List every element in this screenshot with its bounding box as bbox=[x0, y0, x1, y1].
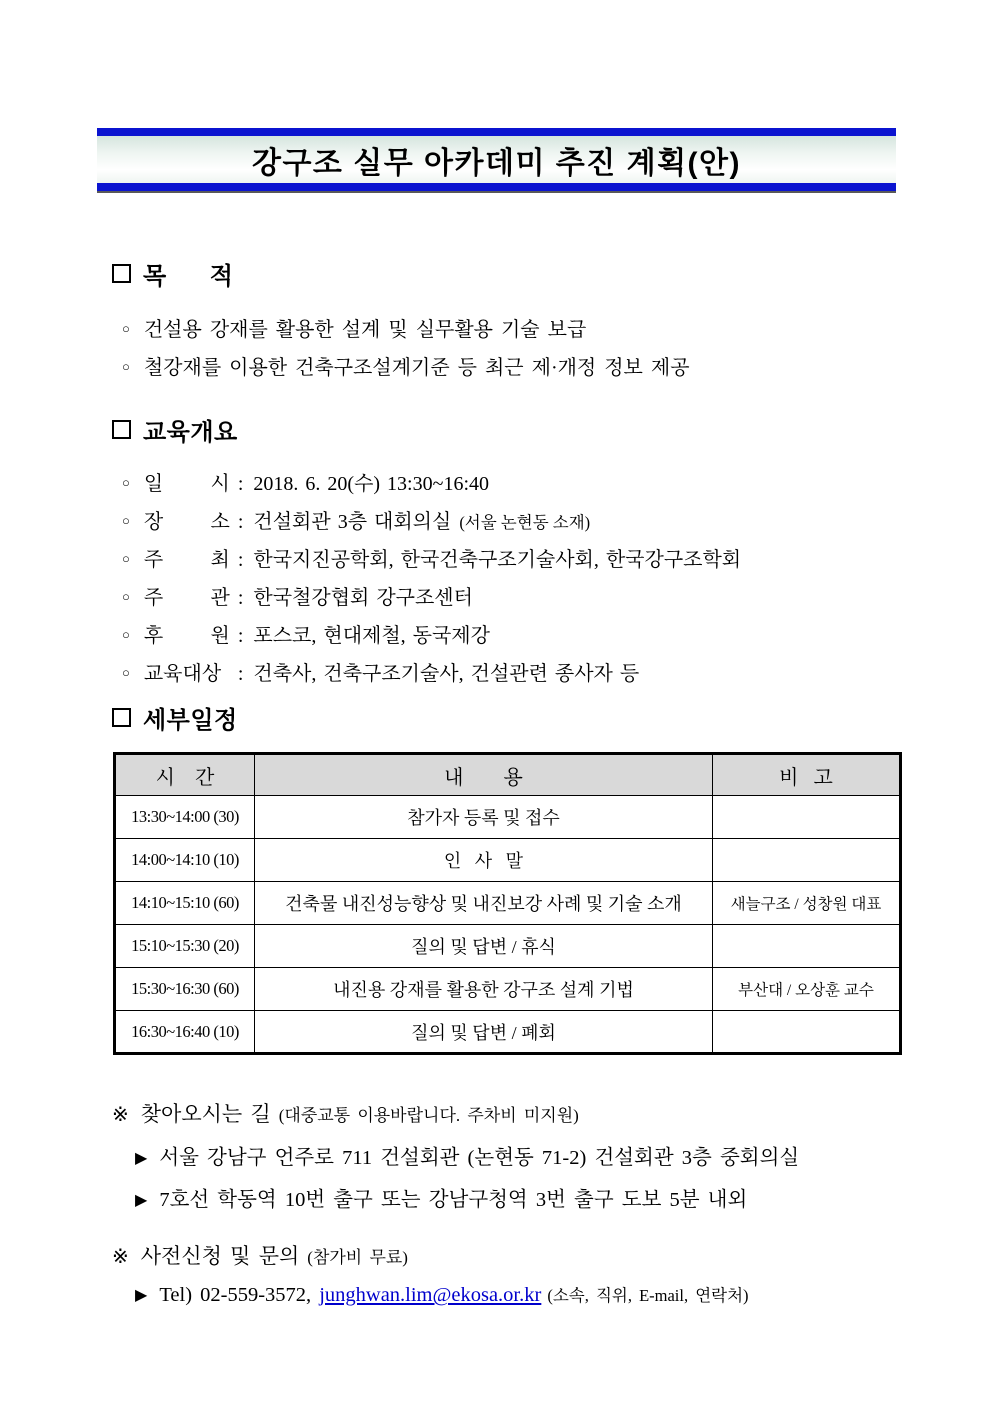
cell-content: 건축물 내진성능향상 및 내진보강 사례 및 기술 소개 bbox=[255, 882, 713, 925]
contact-tel: Tel) 02-559-3572, bbox=[159, 1284, 312, 1306]
purpose-item-text: 철강재를 이용한 건축구조설계기준 등 최근 제·개정 정보 제공 bbox=[143, 357, 690, 379]
contact-note: (소속, 직위, E-mail, 연락처) bbox=[547, 1286, 749, 1305]
circle-bullet-icon: ○ bbox=[122, 475, 130, 490]
banner-body bbox=[97, 136, 896, 183]
purpose-list bbox=[122, 313, 690, 389]
note-title-note: (대중교통 이용바랍니다. 주차비 미지원) bbox=[278, 1106, 579, 1125]
note-title-row bbox=[112, 1240, 749, 1270]
cell-remark bbox=[713, 1011, 901, 1054]
purpose-item-text: 건설용 강재를 활용한 설계 및 실무활용 기술 보급 bbox=[143, 319, 587, 341]
purpose-heading: 목 적 bbox=[143, 263, 234, 290]
overview-item-colon: : bbox=[237, 511, 244, 533]
circle-bullet-icon: ○ bbox=[122, 321, 130, 336]
overview-item-value: 한국철강협회 강구조센터 bbox=[253, 587, 473, 609]
overview-list bbox=[122, 467, 741, 695]
circle-bullet-icon: ○ bbox=[122, 627, 130, 642]
list-item bbox=[122, 543, 741, 581]
overview-item-value: 포스코, 현대제철, 동국제강 bbox=[253, 625, 490, 647]
column-header-remark: 비 고 bbox=[713, 754, 901, 796]
overview-item-label: 주 관 bbox=[143, 587, 230, 609]
square-bullet-icon bbox=[112, 264, 131, 283]
cell-time: 16:30~16:40 (10) bbox=[115, 1011, 255, 1054]
overview-item-note: (서울 논현동 소재) bbox=[459, 513, 591, 532]
list-item bbox=[122, 313, 690, 351]
table-row bbox=[115, 925, 901, 968]
note-title-note: (참가비 무료) bbox=[307, 1248, 408, 1267]
banner-bottom-bar bbox=[97, 183, 896, 191]
page-title: 강구조 실무 아카데미 추진 계획(안) bbox=[251, 146, 742, 180]
banner-top-bar bbox=[97, 128, 896, 136]
overview-item-label: 장 소 bbox=[143, 511, 230, 533]
overview-item-value: 건설회관 3층 대회의실 bbox=[253, 511, 452, 533]
column-header-content: 내 용 bbox=[255, 754, 713, 796]
contact-email-link[interactable]: junghwan.lim@ekosa.or.kr bbox=[319, 1284, 542, 1306]
schedule-heading-row bbox=[112, 700, 238, 735]
overview-item-label: 교육대상 bbox=[143, 663, 222, 685]
cell-time: 13:30~14:00 (30) bbox=[115, 796, 255, 839]
cell-time: 14:10~15:10 (60) bbox=[115, 882, 255, 925]
circle-bullet-icon: ○ bbox=[122, 665, 130, 680]
circle-bullet-icon: ○ bbox=[122, 359, 130, 374]
cell-remark bbox=[713, 796, 901, 839]
list-item bbox=[122, 657, 741, 695]
overview-item-colon: : bbox=[237, 473, 244, 495]
schedule-table bbox=[113, 752, 899, 1055]
triangle-bullet-icon: ▶ bbox=[135, 1287, 148, 1304]
note-registration bbox=[112, 1240, 749, 1324]
list-item bbox=[122, 467, 741, 505]
cell-remark: 새늘구조 / 성창원 대표 bbox=[713, 882, 901, 925]
note-directions bbox=[112, 1098, 799, 1224]
contact-line bbox=[135, 1282, 749, 1324]
table-row bbox=[115, 882, 901, 925]
table-row bbox=[115, 839, 901, 882]
note-item-text: 7호선 학동역 10번 출구 또는 강남구청역 3번 출구 도보 5분 내외 bbox=[159, 1189, 748, 1211]
circle-bullet-icon: ○ bbox=[122, 589, 130, 604]
note-title-row bbox=[112, 1098, 799, 1128]
table-header-row bbox=[115, 754, 901, 796]
cell-remark bbox=[713, 839, 901, 882]
list-item bbox=[122, 351, 690, 389]
section-overview bbox=[112, 412, 741, 695]
reference-mark-icon: ※ bbox=[112, 1246, 129, 1268]
column-header-time: 시 간 bbox=[115, 754, 255, 796]
overview-item-value: 건축사, 건축구조기술사, 건설관련 종사자 등 bbox=[253, 663, 640, 685]
overview-item-colon: : bbox=[237, 663, 244, 685]
section-schedule bbox=[112, 700, 238, 735]
note-title-text: 사전신청 및 문의 bbox=[140, 1244, 300, 1268]
cell-remark bbox=[713, 925, 901, 968]
overview-item-label: 주 최 bbox=[143, 549, 230, 571]
overview-item-value: 한국지진공학회, 한국건축구조기술사회, 한국강구조학회 bbox=[253, 549, 742, 571]
overview-heading-row bbox=[112, 412, 741, 447]
cell-time: 15:10~15:30 (20) bbox=[115, 925, 255, 968]
circle-bullet-icon: ○ bbox=[122, 513, 130, 528]
note-item-text: 서울 강남구 언주로 711 건설회관 (논현동 71-2) 건설회관 3층 중회의실 bbox=[159, 1147, 800, 1169]
table-row bbox=[115, 796, 901, 839]
list-item bbox=[122, 505, 741, 543]
cell-content: 인 사 말 bbox=[255, 839, 713, 882]
overview-item-label: 후 원 bbox=[143, 625, 230, 647]
cell-content: 질의 및 답변 / 휴식 bbox=[255, 925, 713, 968]
list-item bbox=[135, 1182, 799, 1224]
note-items bbox=[135, 1282, 749, 1324]
overview-item-colon: : bbox=[237, 549, 244, 571]
list-item bbox=[135, 1140, 799, 1182]
overview-item-label: 일 시 bbox=[143, 473, 230, 495]
overview-item-colon: : bbox=[237, 625, 244, 647]
table-row bbox=[115, 968, 901, 1011]
overview-item-colon: : bbox=[237, 587, 244, 609]
triangle-bullet-icon: ▶ bbox=[135, 1150, 148, 1167]
cell-content: 질의 및 답변 / 폐회 bbox=[255, 1011, 713, 1054]
note-title bbox=[141, 1240, 408, 1270]
cell-content: 내진용 강재를 활용한 강구조 설계 기법 bbox=[255, 968, 713, 1011]
square-bullet-icon bbox=[112, 708, 131, 727]
cell-time: 15:30~16:30 (60) bbox=[115, 968, 255, 1011]
triangle-bullet-icon: ▶ bbox=[135, 1192, 148, 1209]
title-banner bbox=[97, 128, 896, 191]
note-title bbox=[141, 1098, 579, 1128]
note-title-text: 찾아오시는 길 bbox=[140, 1102, 271, 1126]
overview-item-value: 2018. 6. 20(수) 13:30~16:40 bbox=[253, 473, 489, 495]
square-bullet-icon bbox=[112, 420, 131, 439]
cell-content: 참가자 등록 및 접수 bbox=[255, 796, 713, 839]
cell-remark: 부산대 / 오상훈 교수 bbox=[713, 968, 901, 1011]
schedule-heading: 세부일정 bbox=[143, 707, 238, 734]
purpose-heading-row bbox=[112, 256, 690, 291]
overview-heading: 교육개요 bbox=[143, 419, 238, 446]
cell-time: 14:00~14:10 (10) bbox=[115, 839, 255, 882]
list-item bbox=[122, 619, 741, 657]
reference-mark-icon: ※ bbox=[112, 1104, 129, 1126]
list-item bbox=[122, 581, 741, 619]
section-purpose bbox=[112, 256, 690, 389]
table-row bbox=[115, 1011, 901, 1054]
circle-bullet-icon: ○ bbox=[122, 551, 130, 566]
note-items bbox=[135, 1140, 799, 1224]
